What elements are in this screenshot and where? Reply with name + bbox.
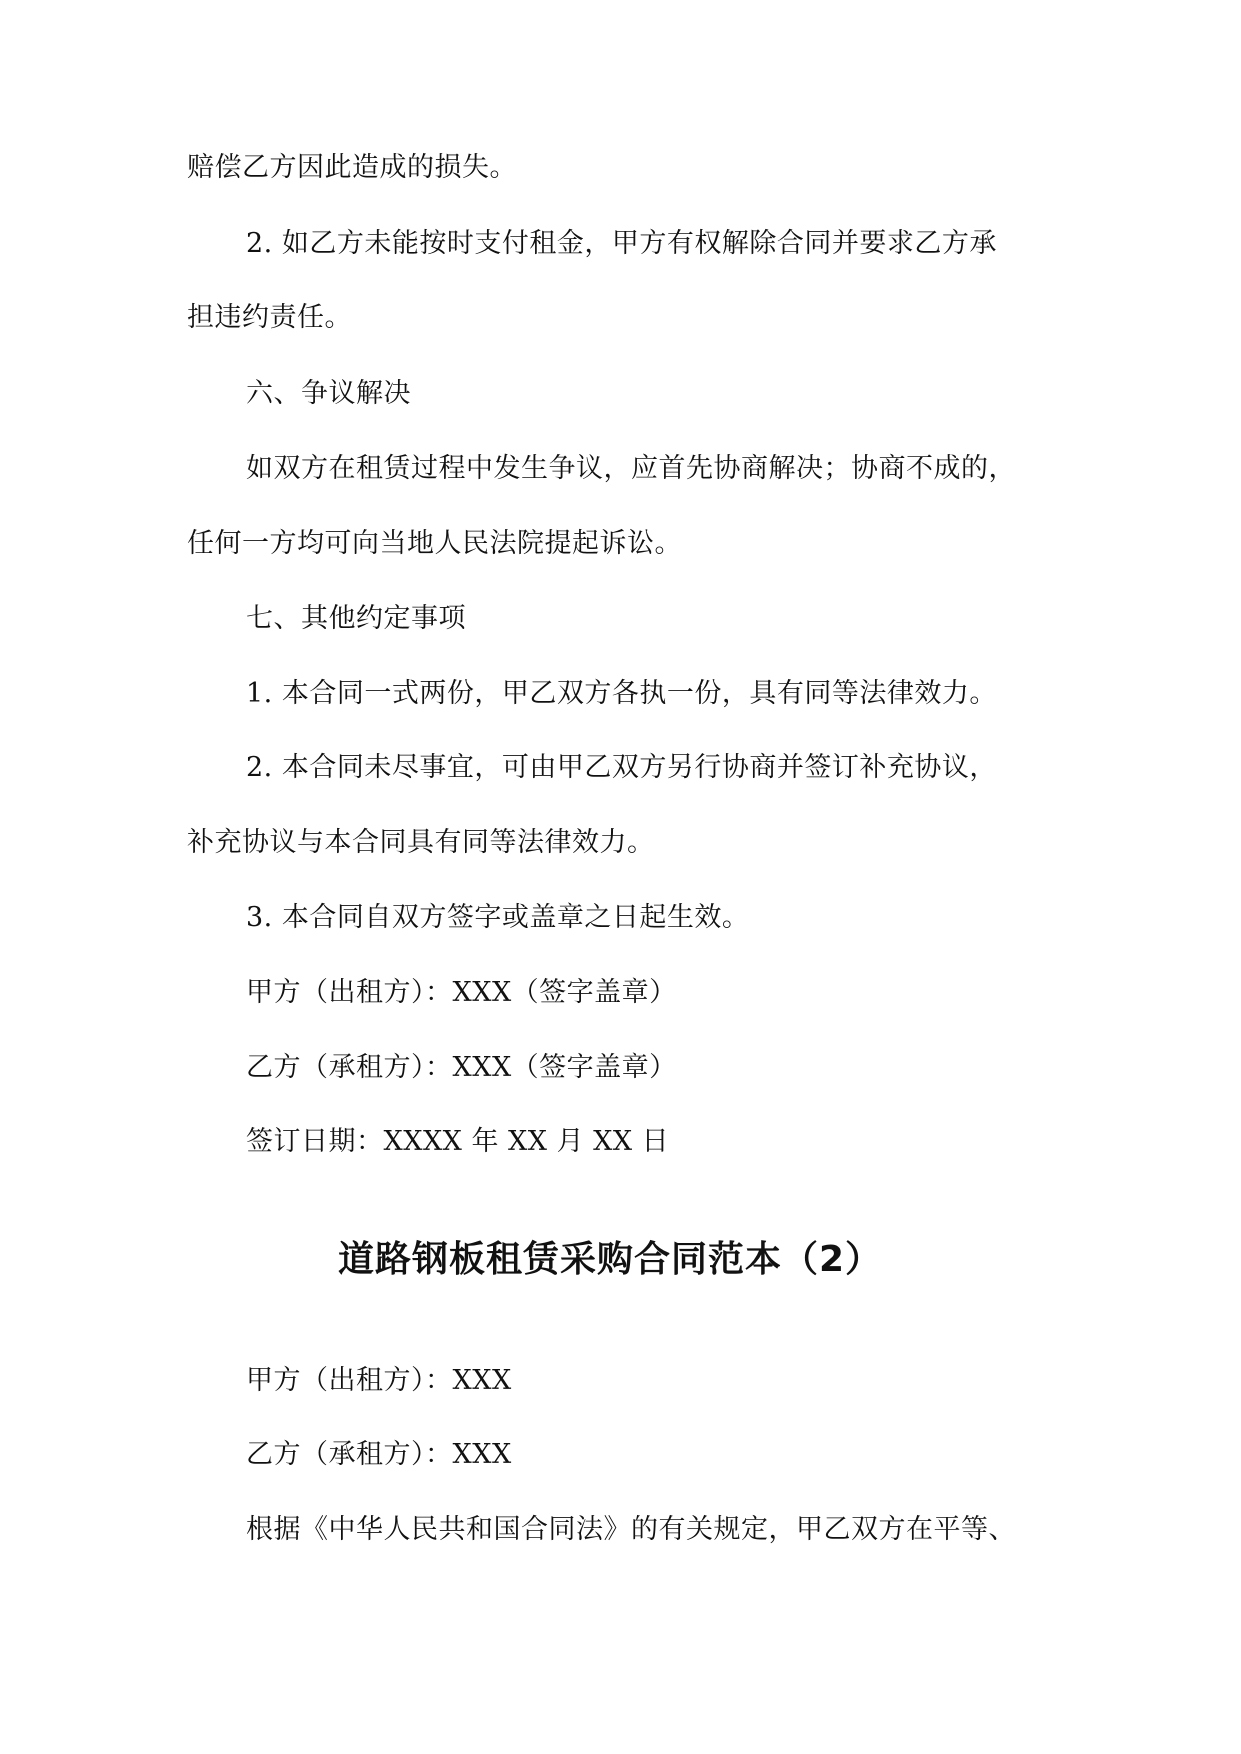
paragraph-line: 赔偿乙方因此造成的损失。 — [187, 152, 517, 183]
section-heading: 六、争议解决 — [246, 378, 411, 409]
paragraph-line: 任何一方均可向当地人民法院提起诉讼。 — [187, 528, 682, 559]
paragraph-line: 2. 本合同未尽事宜，可由甲乙双方另行协商并签订补充协议， — [246, 752, 997, 783]
signing-date: 签订日期：XXXX 年 XX 月 XX 日 — [246, 1126, 670, 1157]
paragraph-line: 担违约责任。 — [187, 302, 352, 333]
paragraph-line: 2. 如乙方未能按时支付租金，甲方有权解除合同并要求乙方承 — [246, 228, 997, 259]
paragraph-line: 1. 本合同一式两份，甲乙双方各执一份，具有同等法律效力。 — [246, 678, 997, 709]
document-title: 道路钢板租赁采购合同范本（2） — [337, 1239, 883, 1280]
party-a-line: 甲方（出租方）：XXX — [246, 1365, 512, 1396]
signature-line-party-b: 乙方（承租方）：XXX（签字盖章） — [246, 1052, 677, 1083]
party-b-line: 乙方（承租方）：XXX — [246, 1439, 512, 1470]
signature-line-party-a: 甲方（出租方）：XXX（签字盖章） — [246, 977, 677, 1008]
paragraph-line: 补充协议与本合同具有同等法律效力。 — [187, 827, 655, 858]
section-heading: 七、其他约定事项 — [246, 603, 466, 634]
paragraph-line: 根据《中华人民共和国合同法》的有关规定，甲乙双方在平等、 — [246, 1514, 1016, 1545]
paragraph-line: 3. 本合同自双方签字或盖章之日起生效。 — [246, 902, 750, 933]
paragraph-line: 如双方在租赁过程中发生争议，应首先协商解决；协商不成的， — [246, 453, 1016, 484]
